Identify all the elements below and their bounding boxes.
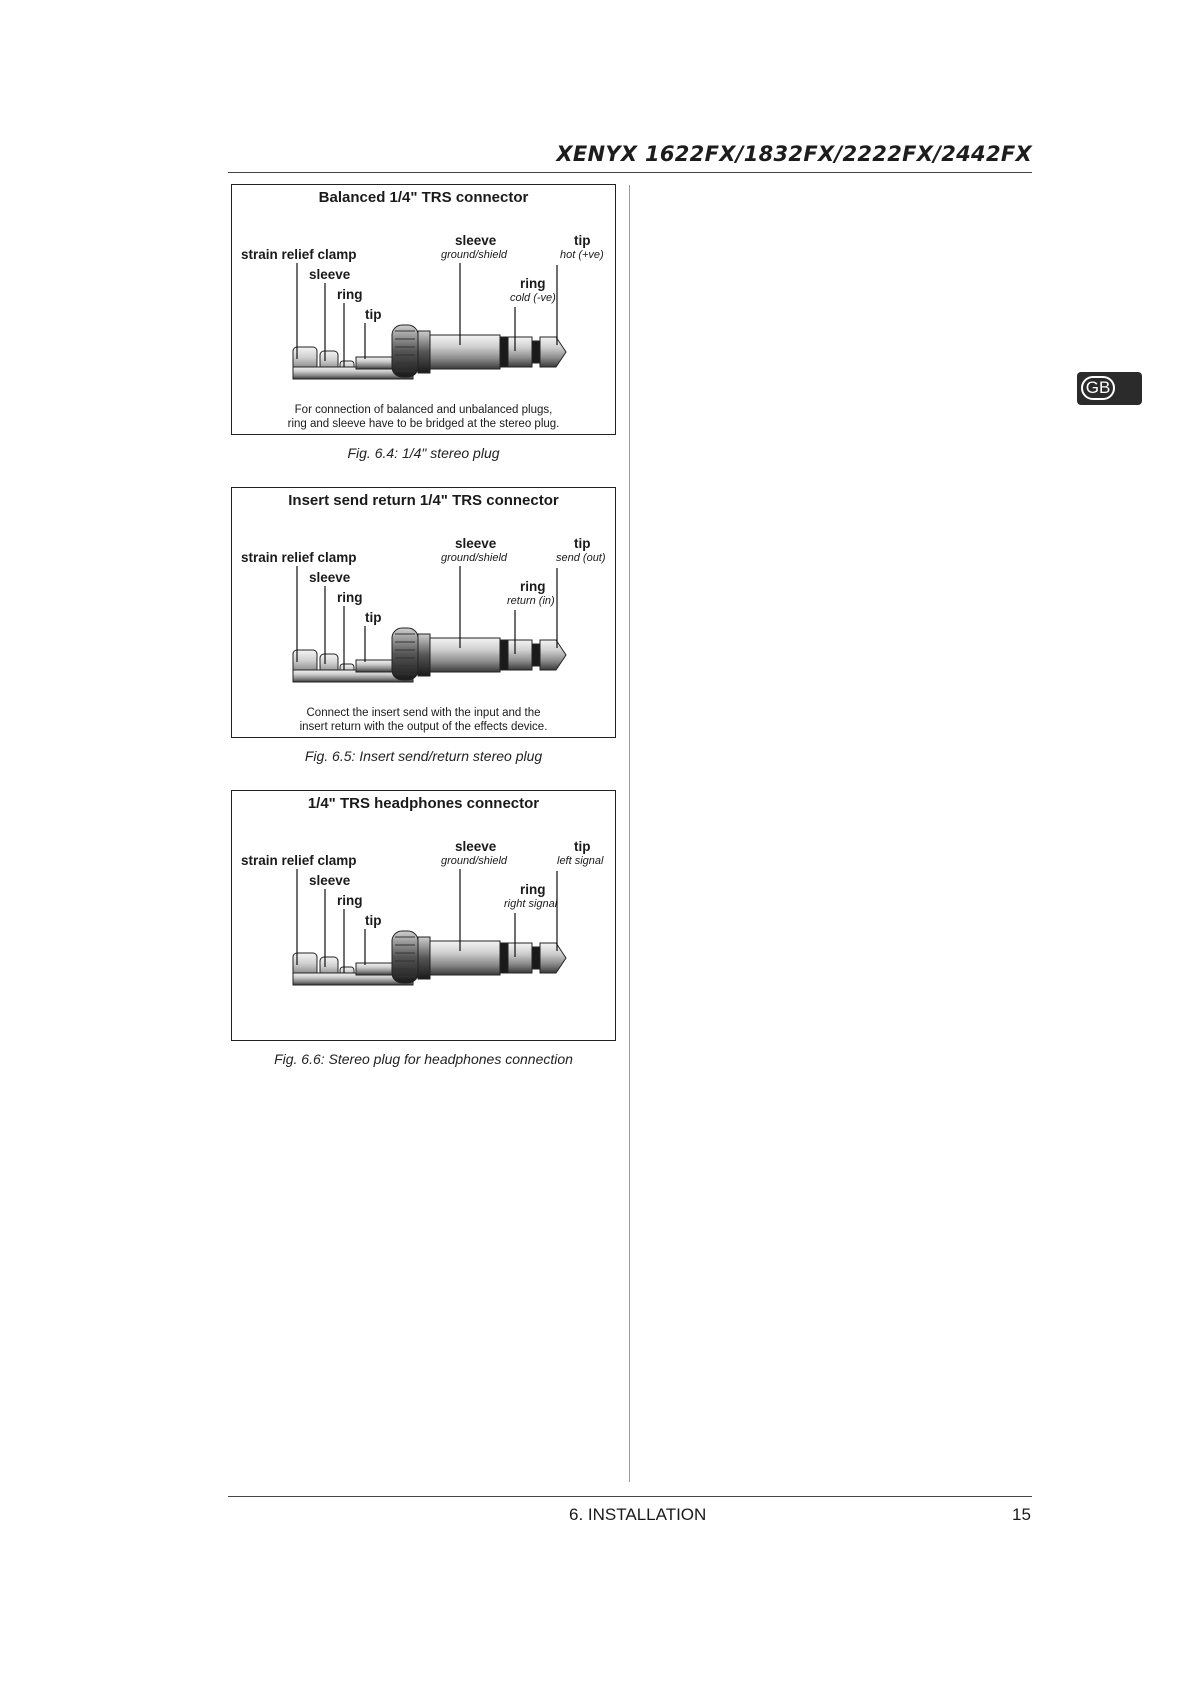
- trs-plug-diagram: [232, 185, 617, 436]
- label-tip-function: left signal: [557, 855, 604, 867]
- label-tip: tip: [574, 233, 591, 248]
- language-tab-label: GB: [1081, 376, 1115, 400]
- label-sleeve-function: ground/shield: [441, 552, 508, 564]
- label-ring: ring: [520, 276, 546, 291]
- label-clamp-sleeve: sleeve: [309, 570, 351, 585]
- figure-note-line-2: insert return with the output of the effects device.: [299, 721, 548, 733]
- figure-headphones-trs: [231, 790, 616, 1041]
- trs-plug-body: [293, 325, 566, 379]
- label-clamp-ring: ring: [337, 590, 363, 605]
- label-ring-function: cold (-ve): [510, 292, 556, 304]
- figure-note-line-1: Connect the insert send with the input and the: [306, 707, 541, 719]
- label-ring-function: return (in): [507, 595, 555, 607]
- figure-insert-send-return: [231, 487, 616, 738]
- label-tip-function: hot (+ve): [560, 249, 604, 261]
- footer-rule: [228, 1496, 1032, 1497]
- label-ring: ring: [520, 579, 546, 594]
- figure-caption: Fig. 6.5: Insert send/return stereo plug: [304, 748, 543, 764]
- label-ring: ring: [520, 882, 546, 897]
- label-tip: tip: [574, 536, 591, 551]
- label-clamp-tip: tip: [365, 610, 382, 625]
- footer-section-title: 6. INSTALLATION: [569, 1505, 707, 1524]
- label-clamp-ring: ring: [337, 893, 363, 908]
- label-sleeve-function: ground/shield: [441, 855, 508, 867]
- label-strain-relief-clamp: strain relief clamp: [241, 550, 357, 565]
- page-number: 15: [1012, 1505, 1031, 1524]
- figure-note: [232, 706, 615, 734]
- label-clamp-ring: ring: [337, 287, 363, 302]
- figure-title: Insert send return 1/4" TRS connector: [288, 492, 559, 509]
- label-tip-function: send (out): [556, 552, 606, 564]
- figure-note-line-2: ring and sleeve have to be bridged at the stereo plug.: [287, 418, 560, 430]
- figure-caption: Fig. 6.4: 1/4" stereo plug: [347, 445, 500, 461]
- trs-plug-body: [293, 931, 566, 985]
- figure-note-line-1: For connection of balanced and unbalanced plugs,: [294, 404, 553, 416]
- trs-plug-diagram: [232, 488, 617, 739]
- figure-caption: Fig. 6.6: Stereo plug for headphones connection: [274, 1051, 573, 1067]
- label-sleeve: sleeve: [455, 839, 497, 854]
- trs-plug-diagram: [232, 791, 617, 1042]
- label-sleeve-function: ground/shield: [441, 249, 508, 261]
- header-rule: [228, 172, 1032, 173]
- figure-balanced-trs: [231, 184, 616, 435]
- label-strain-relief-clamp: strain relief clamp: [241, 247, 357, 262]
- document-title: XENYX 1622FX/1832FX/2222FX/2442FX: [556, 142, 1032, 166]
- figure-note: [232, 403, 615, 431]
- label-clamp-tip: tip: [365, 913, 382, 928]
- label-tip: tip: [574, 839, 591, 854]
- trs-plug-body: [293, 628, 566, 682]
- figure-title: 1/4" TRS headphones connector: [307, 795, 540, 812]
- label-sleeve: sleeve: [455, 536, 497, 551]
- label-sleeve: sleeve: [455, 233, 497, 248]
- label-clamp-sleeve: sleeve: [309, 873, 351, 888]
- label-clamp-sleeve: sleeve: [309, 267, 351, 282]
- label-strain-relief-clamp: strain relief clamp: [241, 853, 357, 868]
- figure-title: Balanced 1/4" TRS connector: [318, 189, 529, 206]
- language-tab: [1077, 372, 1142, 405]
- label-clamp-tip: tip: [365, 307, 382, 322]
- label-ring-function: right signal: [504, 898, 558, 910]
- column-divider: [629, 185, 630, 1482]
